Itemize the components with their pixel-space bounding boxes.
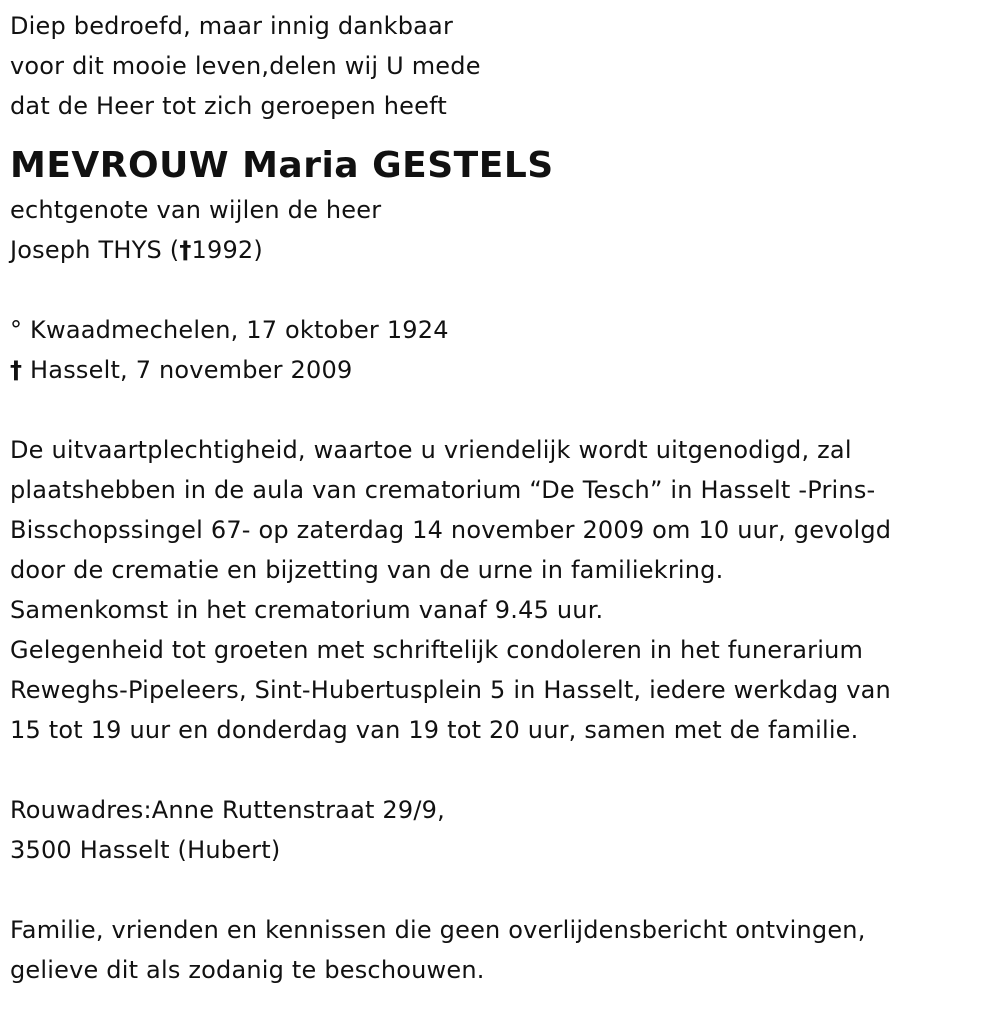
ceremony-line: Reweghs-Pipeleers, Sint-Hubertusplein 5 in Hasselt, iedere werkdag van [10, 676, 891, 704]
relation-block [10, 190, 990, 270]
intro-line: dat de Heer tot zich geroepen heeft [10, 92, 447, 120]
relation-line: echtgenote van wijlen de heer [10, 196, 382, 224]
intro-block [10, 6, 990, 126]
birth-line [10, 310, 990, 350]
birth-symbol-icon: ° [10, 316, 23, 344]
ceremony-line: Bisschopssingel 67- op zaterdag 14 november 2009 om 10 uur, gevolgd [10, 516, 892, 544]
spacer [10, 390, 990, 430]
spouse-death-year: 1992) [191, 236, 263, 264]
spacer [10, 750, 990, 790]
intro-line: voor dit mooie leven,delen wij U mede [10, 52, 481, 80]
intro-line: Diep bedroefd, maar innig dankbaar [10, 12, 454, 40]
spacer [10, 270, 990, 310]
closing-line: Familie, vrienden en kennissen die geen overlijdensbericht ontvingen, [10, 916, 866, 944]
ceremony-line: 15 tot 19 uur en donderdag van 19 tot 20 uur, samen met de familie. [10, 716, 859, 744]
cross-icon: † [10, 356, 23, 384]
birth-date: Kwaadmechelen, 17 oktober 1924 [30, 316, 449, 344]
ceremony-line: De uitvaartplechtigheid, waartoe u vriendelijk wordt uitgenodigd, zal [10, 436, 852, 464]
spacer [10, 870, 990, 910]
closing-block [10, 910, 990, 990]
deceased-name: MEVROUW Maria GESTELS [10, 145, 554, 186]
death-line [10, 350, 990, 390]
ceremony-block [10, 430, 990, 750]
closing-line: gelieve dit als zodanig te beschouwen. [10, 956, 485, 984]
spouse-line [10, 230, 990, 270]
address-line: 3500 Hasselt (Hubert) [10, 836, 281, 864]
address-line: Rouwadres:Anne Ruttenstraat 29/9, [10, 796, 445, 824]
ceremony-line: Samenkomst in het crematorium vanaf 9.45 uur. [10, 596, 604, 624]
obituary-notice [10, 6, 990, 990]
ceremony-line: door de crematie en bijzetting van de urne in familiekring. [10, 556, 724, 584]
dates-block [10, 310, 990, 390]
address-block [10, 790, 990, 870]
death-date: Hasselt, 7 november 2009 [30, 356, 353, 384]
ceremony-line: Gelegenheid tot groeten met schriftelijk condoleren in het funerarium [10, 636, 864, 664]
cross-icon: † [179, 236, 192, 264]
spouse-name: Joseph THYS ( [10, 236, 180, 264]
ceremony-line: plaatshebben in de aula van crematorium “De Tesch” in Hasselt -Prins- [10, 476, 876, 504]
